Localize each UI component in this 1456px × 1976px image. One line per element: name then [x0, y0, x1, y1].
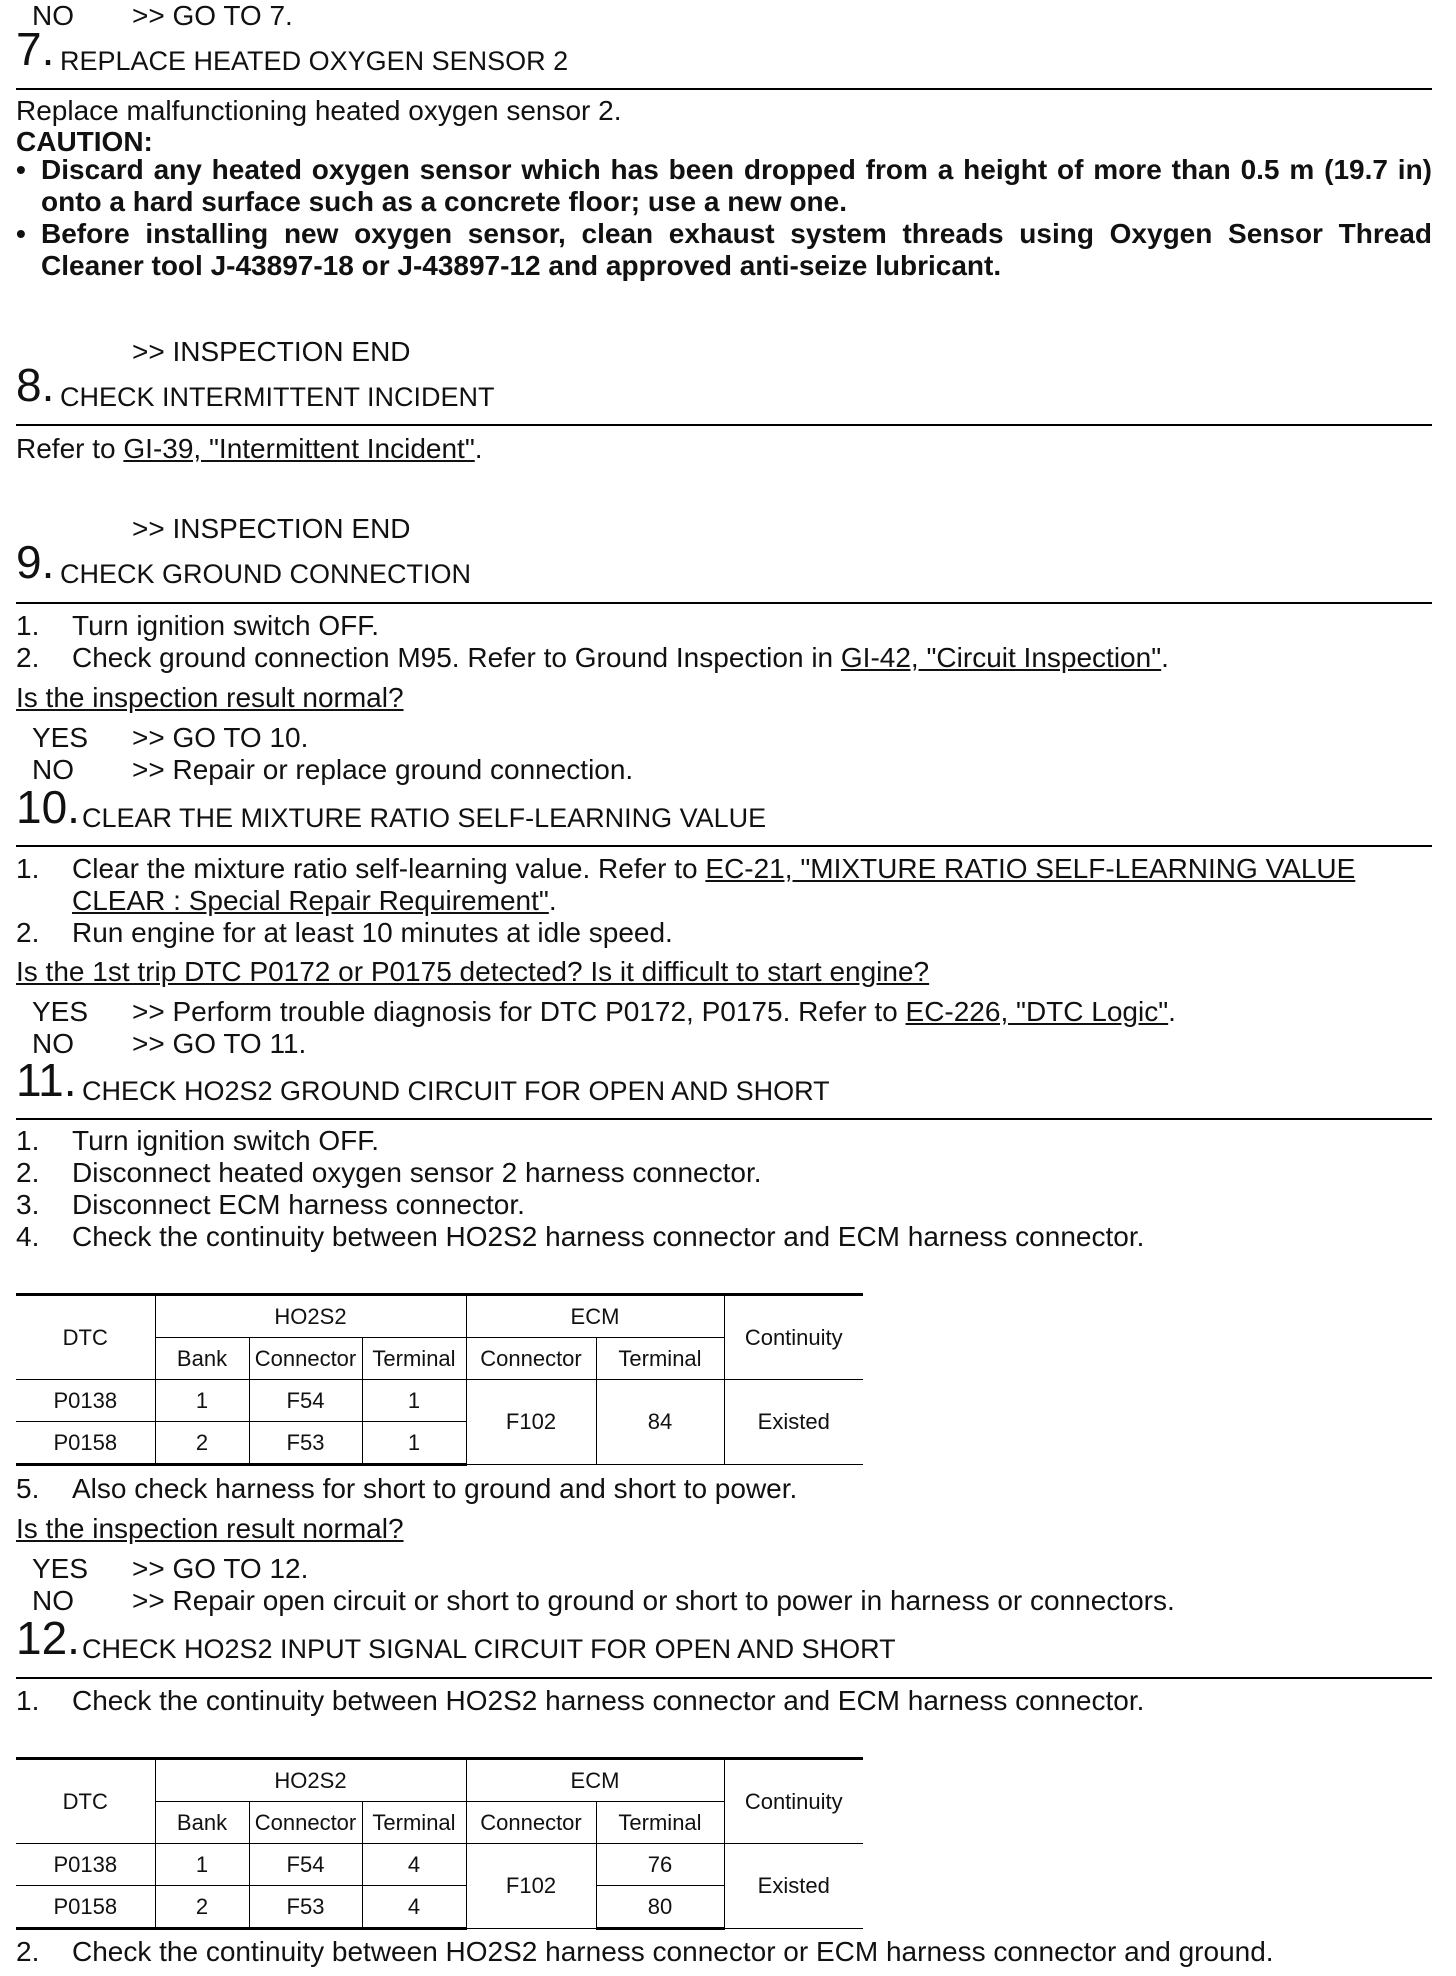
reference-link[interactable]: CLEAR : Special Repair Requirement"	[72, 885, 549, 916]
table-cell: P0138	[16, 1844, 155, 1886]
table-cell: F53	[249, 1886, 362, 1929]
list-number: 2.	[16, 1157, 40, 1188]
list-item: Check the continuity between HO2S2 harness connector and ECM harness connector.	[72, 1221, 1145, 1252]
question: Is the inspection result normal?	[16, 682, 404, 713]
continuity-table	[16, 1293, 863, 1466]
list-item: Run engine for at least 10 minutes at idle speed.	[72, 917, 673, 948]
divider	[16, 88, 1432, 90]
body-text: Replace malfunctioning heated oxygen sensor 2.	[16, 95, 622, 126]
answer-yes-label: YES	[32, 1553, 89, 1584]
table-cell: Existed	[724, 1844, 863, 1929]
list-item: Check the continuity between HO2S2 harness connector or ECM harness connector and ground.	[72, 1936, 1274, 1967]
list-item: Turn ignition switch OFF.	[72, 1125, 380, 1156]
bullet-icon: •	[16, 218, 26, 249]
step-title: CHECK HO2S2 GROUND CIRCUIT FOR OPEN AND SHORT	[82, 1076, 830, 1106]
table-header: Continuity	[724, 1759, 863, 1844]
table-row	[16, 1844, 863, 1886]
reference-link[interactable]: EC-226, "DTC Logic"	[905, 996, 1169, 1027]
table-header: Terminal	[362, 1802, 466, 1844]
divider	[16, 845, 1432, 847]
table-cell: F102	[466, 1380, 596, 1465]
list-item: Disconnect heated oxygen sensor 2 harness connector.	[72, 1157, 762, 1188]
continuity-table	[16, 1757, 863, 1930]
table-row	[16, 1380, 863, 1422]
table-cell: 4	[362, 1886, 466, 1929]
table-cell: 76	[596, 1844, 724, 1886]
answer-yes-text: >> Perform trouble diagnosis for DTC P0172, P0175. Refer to EC-226, "DTC Logic".	[132, 996, 1176, 1027]
table-header: Continuity	[724, 1295, 863, 1380]
step-title: CLEAR THE MIXTURE RATIO SELF-LEARNING VALUE	[82, 803, 767, 833]
answer-no-label: NO	[32, 1028, 74, 1059]
list-number: 2.	[16, 642, 40, 673]
list-number: 3.	[16, 1189, 40, 1220]
table-header: Terminal	[596, 1802, 724, 1844]
table-header: HO2S2	[155, 1759, 466, 1802]
reference-link[interactable]: GI-42, "Circuit Inspection"	[840, 642, 1162, 673]
step-title: CHECK INTERMITTENT INCIDENT	[60, 382, 495, 412]
question: Is the inspection result normal?	[16, 1513, 404, 1544]
list-number: 2.	[16, 1936, 40, 1967]
list-number: 1.	[16, 853, 40, 884]
table-cell: P0158	[16, 1886, 155, 1929]
step-number: 11.	[16, 1054, 77, 1106]
table-header: ECM	[466, 1295, 724, 1338]
table-header: Terminal	[596, 1338, 724, 1380]
table-header: DTC	[16, 1295, 155, 1380]
answer-yes-text: >> GO TO 12.	[132, 1553, 309, 1584]
step-number: 8.	[16, 359, 55, 411]
table-cell: 80	[596, 1886, 724, 1929]
caution-text: Before installing new oxygen sensor, clean exhaust system threads using Oxygen Sensor Thread Cleaner tool J-43897-18 or J-43897-12 and approved anti-seize lubricant.	[41, 218, 1432, 281]
table-cell: 1	[362, 1422, 466, 1465]
question: Is the 1st trip DTC P0172 or P0175 detected? Is it difficult to start engine?	[16, 956, 930, 987]
answer-no-text: >> GO TO 11.	[132, 1028, 307, 1059]
table-header: Connector	[466, 1338, 596, 1380]
table-cell: F102	[466, 1844, 596, 1929]
step-number: 7.	[16, 23, 55, 75]
step-title: CHECK GROUND CONNECTION	[60, 559, 472, 589]
step-number: 9.	[16, 536, 55, 588]
table-cell: F54	[249, 1844, 362, 1886]
list-number: 4.	[16, 1221, 40, 1252]
list-item: Turn ignition switch OFF.	[72, 610, 380, 641]
table-cell: P0158	[16, 1422, 155, 1465]
list-number: 1.	[16, 1125, 40, 1156]
inspection-end: >> INSPECTION END	[132, 513, 411, 544]
answer-yes-label: YES	[32, 996, 89, 1027]
divider	[16, 1677, 1432, 1679]
table-cell: 1	[155, 1844, 249, 1886]
table-cell: F53	[249, 1422, 362, 1465]
answer-no-label: NO	[32, 1585, 74, 1616]
list-item: Clear the mixture ratio self-learning value. Refer to EC-21, "MIXTURE RATIO SELF-LEARNING VALUE	[72, 853, 1356, 884]
caution-item	[16, 154, 1432, 218]
bullet-icon: •	[16, 154, 26, 185]
reference-link[interactable]: EC-21, "MIXTURE RATIO SELF-LEARNING VALUE	[705, 853, 1356, 884]
step-title: CHECK HO2S2 INPUT SIGNAL CIRCUIT FOR OPEN AND SHORT	[82, 1634, 896, 1664]
divider	[16, 1118, 1432, 1120]
list-item: Check the continuity between HO2S2 harness connector and ECM harness connector.	[72, 1685, 1145, 1716]
table-cell: 1	[155, 1380, 249, 1422]
table-header: Bank	[155, 1802, 249, 1844]
answer-no-text: >> Repair or replace ground connection.	[132, 754, 634, 785]
table-cell: 2	[155, 1422, 249, 1465]
answer-no-label: NO	[32, 754, 74, 785]
answer-no-text: >> Repair open circuit or short to ground or short to power in harness or connectors.	[132, 1585, 1175, 1616]
body-text: Refer to GI-39, "Intermittent Incident".	[16, 433, 483, 464]
table-cell: 84	[596, 1380, 724, 1465]
table-header-row	[16, 1295, 863, 1338]
table-cell: P0138	[16, 1380, 155, 1422]
list-number: 1.	[16, 1685, 40, 1716]
caution-text: Discard any heated oxygen sensor which has been dropped from a height of more than 0.5 m (19.7 in) onto a hard surface such as a concrete floor; use a new one.	[41, 154, 1432, 217]
table-header: HO2S2	[155, 1295, 466, 1338]
table-cell: F54	[249, 1380, 362, 1422]
answer-no-label: NO	[32, 0, 74, 31]
inspection-end: >> INSPECTION END	[132, 336, 411, 367]
list-item-continued: CLEAR : Special Repair Requirement".	[72, 885, 557, 916]
divider	[16, 602, 1432, 604]
table-header-row	[16, 1759, 863, 1802]
table-header: Connector	[249, 1338, 362, 1380]
caution-item	[16, 218, 1432, 282]
list-number: 1.	[16, 610, 40, 641]
answer-no-text: >> GO TO 7.	[132, 0, 293, 31]
table-header: DTC	[16, 1759, 155, 1844]
answer-yes-label: YES	[32, 722, 89, 753]
answer-yes-text: >> GO TO 10.	[132, 722, 309, 753]
divider	[16, 424, 1432, 426]
list-item: Disconnect ECM harness connector.	[72, 1189, 525, 1220]
table-header: ECM	[466, 1759, 724, 1802]
table-cell: 1	[362, 1380, 466, 1422]
step-number: 12.	[16, 1612, 80, 1664]
table-header: Terminal	[362, 1338, 466, 1380]
list-item: Also check harness for short to ground and short to power.	[72, 1473, 798, 1504]
list-number: 5.	[16, 1473, 40, 1504]
table-header: Connector	[466, 1802, 596, 1844]
table-header: Bank	[155, 1338, 249, 1380]
table-cell: Existed	[724, 1380, 863, 1465]
table-cell: 4	[362, 1844, 466, 1886]
list-number: 2.	[16, 917, 40, 948]
reference-link[interactable]: GI-39, "Intermittent Incident"	[123, 433, 475, 464]
caution-label: CAUTION:	[16, 126, 153, 157]
table-cell: 2	[155, 1886, 249, 1929]
step-title: REPLACE HEATED OXYGEN SENSOR 2	[60, 46, 569, 76]
step-number: 10.	[16, 781, 80, 833]
table-header: Connector	[249, 1802, 362, 1844]
list-item: Check ground connection M95. Refer to Ground Inspection in GI-42, "Circuit Inspection".	[72, 642, 1169, 673]
